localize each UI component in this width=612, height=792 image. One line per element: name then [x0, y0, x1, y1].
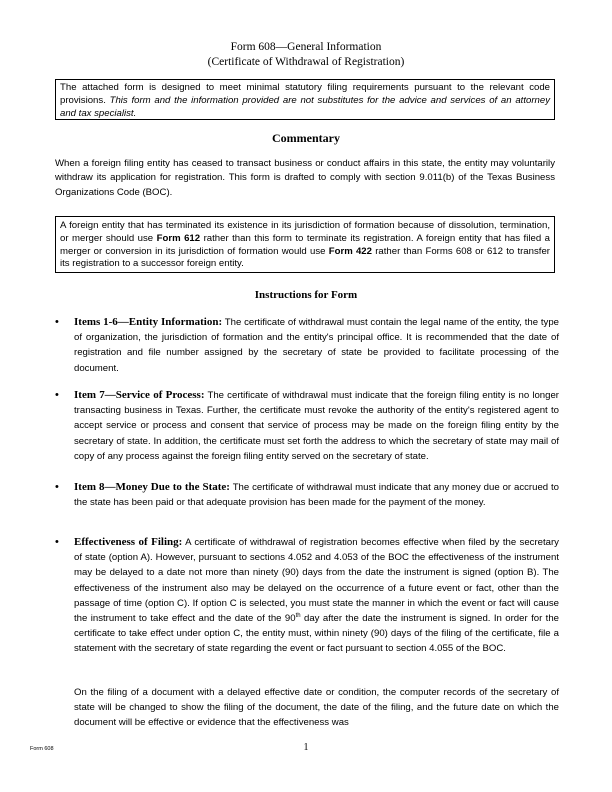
instruction-item	[55, 535, 560, 657]
disclaimer-text: The attached form is designed to meet minimal statutory filing requirements pursuant to the relevant code provisions.	[60, 82, 550, 106]
notice-part-1: A foreign entity that has terminated its existence in its jurisdiction of formation because of dissolution, termination, or merger should use	[60, 220, 550, 244]
bullet-icon: •	[55, 389, 59, 401]
notice-box	[55, 216, 555, 273]
bullet-icon: •	[55, 536, 59, 548]
notice-form-612: Form 612	[156, 232, 201, 244]
bullet-icon: •	[55, 316, 59, 328]
effectiveness-paragraph-2: On the filing of a document with a delayed effective date or condition, the computer records of the secretary of state will be changed to show the filing of the document, the date of the filing, and the future date on which the document will be effective or evidence that the effectiveness was	[74, 687, 559, 729]
instruction-item-text: A certificate of withdrawal of registration becomes effective when filed by the secretary of state (option A). However, pursuant to sections 4.052 and 4.053 of the BOC the effectiveness of the instrument may be delayed to a date not more than ninety (90) days from the date the instrument is signed (option B). The effectiveness of the instrument also may be delayed on the occurrence of a future event or fact, other than the passage of time (option C). If option C is selected, you must state the manner in which the event or fact will cause the instrument to take effect and the date of the 90	[74, 537, 559, 625]
disclaimer-box	[55, 79, 555, 120]
ordinal-suffix: th	[295, 612, 301, 619]
title-line-2: (Certificate of Withdrawal of Registration)	[207, 56, 405, 68]
title-line-1: Form 608—General Information	[230, 41, 382, 53]
notice-part-3: rather than Forms 608 or 612 to transfer its registration to a successor foreign entity.	[60, 245, 550, 270]
instruction-item-heading: Items 1-6—Entity Information:	[74, 316, 223, 328]
instruction-item	[55, 388, 559, 464]
instruction-item-text: The certificate of withdrawal must indicate that any money due or accrued to the state has been paid or that adequate provision has been made for the payment of the money.	[74, 482, 559, 509]
instruction-item	[55, 480, 559, 510]
instructions-heading: Instructions for Form	[254, 289, 358, 301]
commentary-heading: Commentary	[272, 131, 340, 145]
bullet-icon: •	[55, 481, 59, 493]
footer-form-label: Form 608	[30, 746, 54, 752]
instruction-item-heading: Item 8—Money Due to the State:	[74, 481, 230, 493]
instruction-item-heading: Item 7—Service of Process:	[74, 389, 205, 401]
notice-form-422: Form 422	[328, 245, 372, 257]
instruction-item-text: The certificate of withdrawal must indicate that the foreign filing entity is no longer transacting business in Texas. Further, the certificate must revoke the authority of the entity's registered agent to accept service or process and consent that service of process may be made on the foreign filing entity by the secretary of state. In addition, the certificate must set forth the address to which the secretary of state may mail of copy of any process against the foreign filing entity served on the secretary of state.	[74, 390, 559, 462]
notice-part-2: rather than this form to terminate its registration. A foreign entity that has filed a merger or conversion in its jurisdiction of formation would use	[60, 232, 550, 257]
instruction-item	[55, 315, 559, 376]
instruction-item-text-continued: day after the date the instrument is signed. In order for the certificate to take effect under option C, the entity must, within ninety (90) days of the filing of the certificate, file a statement with the secretary of state regarding the event or fact pursuant to section 4.055 of the BOC.	[74, 613, 560, 655]
instruction-item-text: The certificate of withdrawal must contain the legal name of the entity, the type of organization, the jurisdiction of formation and the entity's principal office. It is recommended that the date of registration and file number assigned by the secretary of state be provided to facilitate processing of the document.	[74, 317, 559, 374]
disclaimer-italic: This form and the information provided are not substitutes for the advice and services of an attorney and tax specialist.	[60, 94, 550, 119]
instruction-item-heading: Effectiveness of Filing:	[74, 536, 183, 548]
page-number: 1	[303, 742, 309, 753]
document-title	[0, 40, 612, 70]
commentary-paragraph: When a foreign filing entity has ceased to transact business or conduct affairs in this state, the entity may voluntarily withdraw its application for registration. This form is drafted to comply with section 9.011(b) of the Texas Business Organizations Code (BOC).	[55, 158, 555, 198]
